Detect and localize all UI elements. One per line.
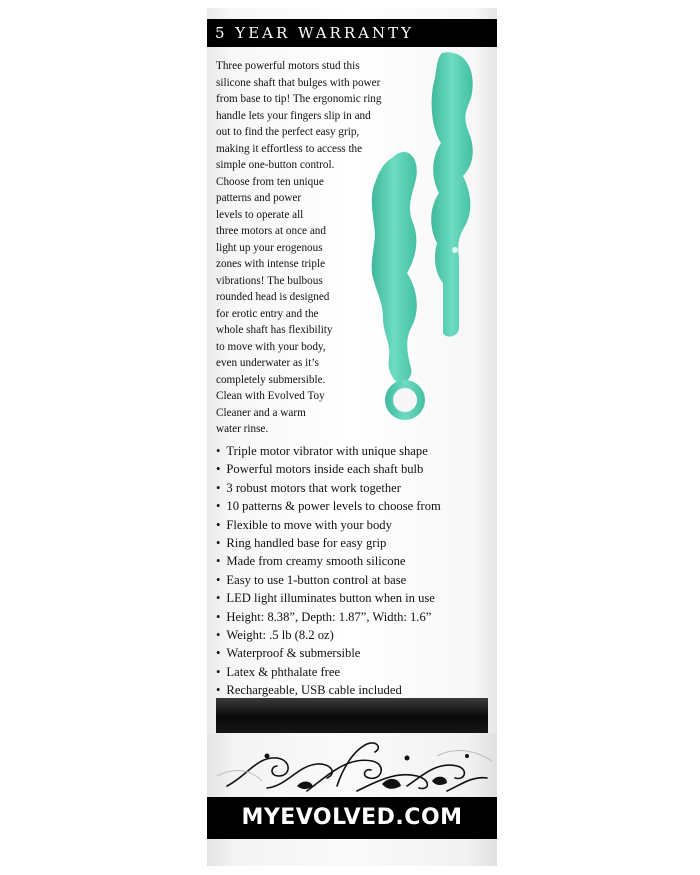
feature-item: • Ring handled base for easy grip: [216, 534, 441, 552]
description-line: completely submersible.: [216, 373, 326, 386]
description-line: making it effortless to access the: [216, 142, 363, 155]
description-line: water rinse.: [216, 423, 269, 435]
feature-item: • Easy to use 1-button control at base: [216, 571, 441, 589]
product-shaft-upright: [431, 52, 473, 336]
description-line: even underwater as it’s: [216, 357, 319, 369]
feature-item: • Height: 8.38”, Depth: 1.87”, Width: 1.6”: [216, 608, 441, 626]
description-line: simple one-button control.: [216, 159, 335, 171]
description-line: levels to operate all: [216, 208, 304, 221]
description-line: Cleaner and a warm: [216, 406, 306, 419]
description-line: Choose from ten unique: [216, 175, 324, 188]
feature-item: • LED light illuminates button when in use: [216, 589, 441, 607]
description-line: from base to tip! The ergonomic ring: [216, 93, 382, 105]
feature-item: • Powerful motors inside each shaft bulb: [216, 460, 441, 478]
feature-item: • Flexible to move with your body: [216, 516, 441, 534]
ring-hole: [393, 388, 417, 412]
description-line: for erotic entry and the: [216, 307, 319, 320]
feature-item: • Latex & phthalate free: [216, 663, 441, 681]
description-line: rounded head is designed: [216, 291, 330, 303]
package-back-panel: [207, 8, 497, 866]
description-line: Three powerful motors stud this: [216, 60, 360, 72]
description-line: patterns and power: [216, 192, 302, 204]
feature-list: [216, 442, 441, 700]
description-line: handle lets your fingers slip in and: [216, 109, 371, 122]
description-line: to move with your body,: [216, 340, 326, 353]
warranty-banner: 5 YEAR WARRANTY: [207, 19, 497, 47]
feature-item: • 3 robust motors that work together: [216, 479, 441, 497]
description-line: Clean with Evolved Toy: [216, 390, 325, 402]
description-line: zones with intense triple: [216, 258, 326, 270]
website-banner: MYEVOLVED.COM: [207, 797, 497, 839]
description-line: whole shaft has flexibility: [216, 324, 333, 336]
decorative-swirl-icon: [207, 736, 497, 796]
feature-item: • Made from creamy smooth silicone: [216, 552, 441, 570]
feature-item: • Rechargeable, USB cable included: [216, 681, 441, 699]
led-button-icon: [452, 247, 458, 253]
feature-item: • Triple motor vibrator with unique shape: [216, 442, 441, 460]
description-line: vibrations! The bulbous: [216, 274, 323, 287]
description-line: out to find the perfect easy grip,: [216, 126, 360, 138]
feature-item: • Weight: .5 lb (8.2 oz): [216, 626, 441, 644]
feature-item: • Waterproof & submersible: [216, 644, 441, 662]
description-line: three motors at once and: [216, 225, 326, 237]
description-line: light up your erogenous: [216, 241, 323, 254]
feature-item: • 10 patterns & power levels to choose from: [216, 497, 441, 515]
product-description: [216, 58, 382, 438]
description-line: silicone shaft that bulges with power: [216, 76, 381, 89]
